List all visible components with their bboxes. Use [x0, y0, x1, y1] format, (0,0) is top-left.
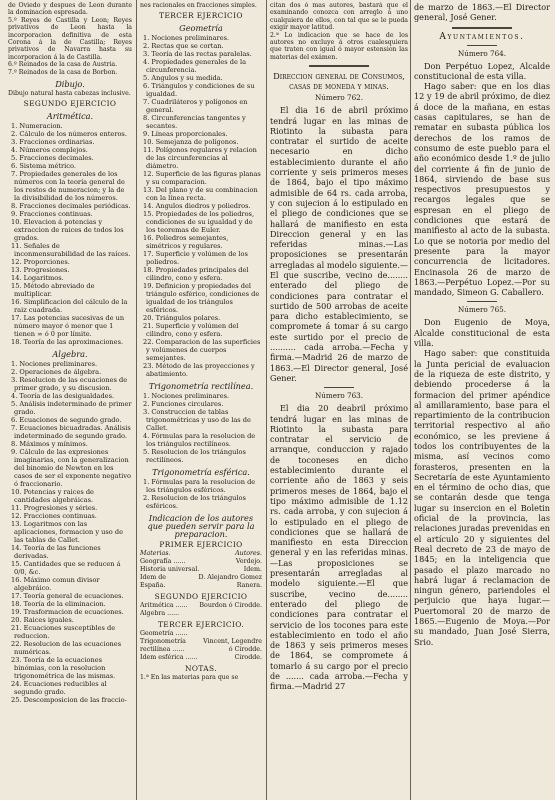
section-title-trigonometria: Trigonometría rectilínea.: [148, 381, 254, 392]
list-item: 16. Simplificacion del cálculo de la raiz cuadrada.: [11, 298, 128, 315]
section-head-ejercicio-3: TERCER EJERCICIO: [159, 11, 243, 21]
section-title-algebra: Algebra.: [52, 349, 88, 360]
autor-cell: Cirodde.: [234, 654, 262, 662]
section-title-esferica: Trigonometría esférica.: [152, 467, 250, 478]
list-item: 1. Nociones preliminares.: [11, 360, 98, 369]
esferica-list: [140, 478, 262, 510]
list-item: 11. Polígonos regulares y relacion de las circunferencias al diámetro.: [143, 146, 257, 171]
anuncio-number: Número 762.: [314, 93, 364, 103]
materia-cell: Idem esférica ......: [140, 654, 198, 662]
section-head-ejercicio-2: SEGUNDO EJERCICIO: [23, 99, 117, 109]
list-item: 25. Descomposicion de las fraccio-: [11, 696, 127, 705]
section-title-dibujo: Dibujo.: [55, 79, 85, 90]
list-item: 5. Fracciones decimales.: [11, 154, 94, 163]
list-item: 6.º Reinados de la casa de Austria.: [8, 61, 118, 69]
section-divider: [467, 301, 497, 302]
list-item: 18. Teoría de la eliminacion.: [11, 600, 106, 609]
table-row: [140, 558, 262, 566]
segundo-ejercicio-table: [140, 602, 262, 618]
list-item: 15. Propiedades de los poliedros, condiciones de su igualdad y de los teoremas de Euler.: [143, 210, 255, 235]
autor-cell: Vincent, Legendre ó Cirodde.: [203, 638, 262, 654]
list-item: 16. Máximo comun divisor algebráico.: [11, 576, 100, 593]
list-item: 7. Cuadriláteros y polígonos en general.: [143, 98, 248, 115]
table-header: [140, 550, 262, 558]
list-item: 3. Construccion de tablas trigonométricas y uso de las de Callet.: [143, 408, 251, 433]
table-row: [140, 602, 262, 610]
list-item: 19. Trasformacion de ecuaciones.: [11, 608, 124, 617]
table-row: [140, 638, 262, 654]
anuncio-number: Número 764.: [457, 48, 507, 58]
materia-cell: Aritmética ......: [140, 602, 188, 610]
section-divider: [309, 65, 369, 67]
list-item: 3. Fracciones ordinarias.: [11, 138, 95, 147]
list-item: 6. Sistema métrico.: [11, 162, 76, 171]
alcalde-heading: Don Perpétuo Lopez, Alcalde constitucional de esta villa.: [414, 60, 550, 81]
table-row: [140, 566, 262, 574]
anuncio-number: Número 763.: [314, 391, 364, 401]
list-item: 1. Fórmulas para la resolucion de los triángulos esféricos.: [143, 478, 256, 495]
section-divider: [324, 387, 354, 388]
list-item: 13. Logaritmos con las aplicaciones, formacion y uso de las tablas de Callet.: [11, 520, 123, 545]
list-item: 23. Teoría de la ecuaciones binómias, con la resolucion trigonométrica de las mismas.: [11, 656, 116, 681]
list-item: 19. Definicion y propiedades del triángulo esférico, condiciones de igualdad de los triángulos esféricos.: [143, 282, 260, 315]
list-item: 21. Superficie y volúmen del cilindro, cono y esfera.: [143, 322, 239, 339]
list-item: 11. Progresiones y séries.: [11, 504, 98, 513]
list-item: 10. Elevacion á potencias y extraccion de raices de todos los grados.: [11, 218, 124, 243]
aritmetica-list: [8, 122, 132, 346]
autores-label: Autores.: [235, 550, 262, 558]
materias-label: Materias.: [140, 550, 171, 558]
list-item: 14. Teoría de las funciones derivadas.: [11, 544, 101, 561]
list-item: 7. Propiedades generales de los números con la teoría general de los restos de numeracion; y la de la divisibilidad de los números.: [11, 170, 125, 203]
autor-cell: Idem.: [243, 566, 262, 574]
table-row: [140, 654, 262, 662]
list-item: 21. Ecuaciones susceptibles de reduccion.: [11, 624, 116, 641]
list-item: 6. Triángulos y condiciones de su igualdad.: [143, 82, 255, 99]
list-item: 1. Nociones preliminares.: [143, 392, 230, 401]
list-item: 4. Teoría de las desigualdades.: [11, 392, 115, 401]
list-item: 20. Raices iguales.: [11, 616, 74, 625]
list-item: 9. Fracciones continuas.: [11, 210, 93, 219]
table-row: [140, 630, 262, 638]
column-4: [414, 2, 550, 800]
dibujo-text: Dibujo natural hasta cabezas inclusive.: [8, 90, 131, 98]
list-item: 22. Comparacion de las superficies y volúmenes de cuerpos semejantes.: [143, 338, 261, 363]
list-item: 12. Superficie de las figuras planas y su comparacion.: [143, 170, 261, 187]
geometria-list: [140, 34, 262, 378]
notas-head: NOTAS.: [185, 664, 217, 674]
list-item: 7. Ecuaciones bicuadradas. Análisis indeterminado de segundo grado.: [11, 424, 131, 441]
list-item: 2. Resolucion de los triángulos esféricos.: [143, 494, 246, 511]
list-item: 2. Rectas que se cortan.: [143, 42, 224, 51]
section-title-aritmetica: Aritmética.: [46, 111, 94, 122]
list-item: 7.º Reinados de la casa de Borbon.: [8, 68, 118, 76]
list-item: de Oviedo y despues de Leon durante la dominacion espresada.: [8, 2, 132, 17]
column-1: [8, 2, 132, 800]
materia-cell: Idem de España.: [140, 574, 166, 590]
anuncio-text: El dia 16 de abril próximo tendrá lugar en las minas de Riotinto la subasta para contratar el surtido de aceite necesario en dicho establecimiento durante el año corriente y seis primeros meses de 1864, bajo el tipo máximo admisible de 64 rs. cada arroba, y con sujecion á lo estipulado en el pliego de condiciones que se hallará de manifiesto en esta Direccion general y en las referidas minas.—Las proposiciones se presentarán arregladas al modelo siguiente.—El que suscribe, vecino de........ enterado del pliego de condiciones para contratar el surtido de 500 arrobas de aceite para dicho establecimiento, se compromete á tomar á su cargo este surtido por el precio de .......... cada arroba.—Fecha y firma.—Madrid 26 de marzo de 1863.—El Director general, José Gener.: [270, 105, 408, 383]
list-item: 5.º Reyes de Castilla y Leon; Reyes privativos de Leon hasta la incorporacion definitiva de esta Corona á la de Castilla; Reyes privativos de Navarra hasta su incorporacion á la de Castilla.: [8, 16, 132, 61]
list-item: 4. Fórmulas para la resolucion de los triángulos rectilíneos.: [143, 432, 256, 449]
carry-text: citan dos ó mas autores, bastará que el examinando conozca con arreglo á uno cualquiera de ellos, con tal que se le pueda exigir mayor latitud.: [270, 2, 408, 32]
list-item: 4. Propiedades generales de la circunferencia.: [143, 58, 247, 75]
list-item: 14. Logaritmos.: [11, 274, 64, 283]
list-item: 5. Resolucion de los triángulos rectilíneos.: [143, 448, 246, 465]
carry-text: de marzo de 1863.—El Director general, José Gener.: [414, 2, 550, 23]
list-item: 10. Semejanza de polígonos.: [143, 138, 239, 147]
carry-text: 2.ª Lo indicacion que se hace de los autores no excluye á otros cualesquiera que traten con igual ó mayor estension las materias del exámen.: [270, 31, 408, 61]
list-item: 5. Angulos y su medida.: [143, 74, 223, 83]
list-item: 8. Máximos y mínimos.: [11, 440, 88, 449]
list-item: 9. Cálculo de las expresiones imaginarias, con la generalizacion del binomio de Newton en los casos de ser el exponente negativo ó fraccionario.: [11, 448, 131, 489]
list-item: 18. Teoría de las aproximaciones.: [11, 338, 124, 347]
autor-cell: Bourdon ó Cirodde.: [199, 602, 262, 610]
list-item: 6. Ecuaciones de segundo grado.: [11, 416, 122, 425]
list-item: 14. Angulos diedros y poliedros.: [143, 202, 251, 211]
column-rule: [410, 0, 411, 800]
materia-cell: Trigonometría rectilínea ......: [140, 638, 186, 654]
section-head-segundo-ejercicio: SEGUNDO EJERCICIO: [154, 592, 248, 602]
algebra-list: [8, 360, 132, 704]
primer-ejercicio-table: [140, 558, 262, 590]
list-item: 16. Poliedros semejantes, simétricos y regulares.: [143, 234, 229, 251]
nota-1: 1.ª En las materias para que se: [140, 674, 239, 682]
list-item: 1. Nociones preliminares.: [143, 34, 230, 43]
section-divider: [467, 45, 497, 46]
list-item: 12. Fracciones continuas.: [11, 512, 97, 521]
list-item: 10. Potencias y raices de cantidades algebráicas.: [11, 488, 94, 505]
list-item: 18. Propiedades principales del cilindro, cono y esfera.: [143, 266, 249, 283]
anuncio-number: Número 765.: [457, 305, 507, 315]
list-item: 9. Líneas proporcionales.: [143, 130, 228, 139]
list-item: 17. Teoría general de ecuaciones.: [11, 592, 124, 601]
list-item: 8. Fracciones decimales periódicas.: [11, 202, 131, 211]
list-item: 2. Funciones circulares.: [143, 400, 224, 409]
list-item: 20. Triángulos polares.: [143, 314, 221, 323]
table-row: [140, 574, 262, 590]
column-rule: [266, 0, 267, 800]
trigonometria-list: [140, 392, 262, 464]
list-item: 2. Operaciones de álgebra.: [11, 368, 102, 377]
list-item: 15. Cantidades que se reducen á 0/0, &c.: [11, 560, 121, 577]
materia-cell: Geografía ......: [140, 558, 186, 566]
tercer-ejercicio-table: [140, 630, 262, 662]
ayuntamientos-head: Ayuntamientos.: [439, 31, 525, 42]
carry-text: nes racionales en fracciones simples.: [140, 2, 257, 9]
direccion-head: Direccion general de Consumos, casas de moneda y minas.: [273, 71, 405, 92]
alcalde-heading: Don Eugenio de Moya, Alcalde constitucional de esta villa.: [414, 317, 550, 349]
column-2: [140, 2, 262, 800]
list-item: 4. Números complejos.: [11, 146, 88, 155]
autor-cell: Verdejo.: [235, 558, 262, 566]
anuncio-text: Hago saber: que constituida la Junta pericial de evaluacion de la riqueza de este distrito, y debiendo procederse á la formacion del primer apéndice al amillaramiento, base para el repartimiento de la contribucion territorial respectivo al año económico, se les previene á todos los contribuyentes de la misma, así vecinos como forasteros, presenten en la Secretaría de este Ayuntamiento en el término de ocho dias, que se contarán desde que tenga lugar su insercion en el Boletin oficial de la provincia, las relaciones juradas prevenidas en el artículo 20 y siguientes del Real decreto de 23 de mayo de 1845; en la inteligencia que pasado el plazo marcado no habrá lugar á reclamacion de ningun género, pariendoles el perjuicio que haya lugar.—Puertomoral 20 de marzo de 1865.—Eugenio de Moya.—Por su mandado, Juan José Sierra, Srio.: [414, 348, 550, 647]
list-item: 17. Superficie y volúmen de los poliedros.: [143, 250, 248, 267]
list-item: 22. Resolucion de las ecuaciones numéricas.: [11, 640, 122, 657]
column-3: [270, 2, 408, 800]
anuncio-text: Hago saber: que en los dias 12 y 19 de abril próximo, de diez á doce de la mañana, en estas casas capitulares, se han de rematar en subasta pública los derechos de los ramos de consumo de este pueblo para el año económico desde 1.º de julio del corriente á fin de junio de 1864, sirviendo de base sus respectivos presupuestos y recargos legales que se espresan en el pliego de condiciones que estará de manifiesto al acto de la subasta. Lo que se notoria por medio del presente para la mayor concurrencia de licitadores. Encinasola 26 de marzo de 1863.—Perpétuo Lopez.—Por su mandado, Simeon G. Caballero.: [414, 81, 550, 298]
list-item: 13. Del plano y de su combinacion con la línea recta.: [143, 186, 258, 203]
autor-cell: D. Alejandro Gomez Ranera.: [198, 574, 262, 590]
list-item: 3. Teoría de las rectas paralelas.: [143, 50, 252, 59]
intro-list: [8, 2, 132, 76]
anuncio-text: El dia 20 deabril próximo tendrá lugar en las minas de Riotinto la subasta para contratar el servicio de arranque, conduccion y rajado de toconeses en dicho establecimiento durante el corriente año de 1863 y seis primeros meses de 1864, bajo el tipo máximo admisible de 1.12 rs. cada arroba, y con sujecion á lo estipulado en el pliego de condiciones que se hallará de manifiesto en esta Direccion general y en las referidas minas.—Las proposiciones se presentarán arregladas al modelo siguiente.—El que suscribe, vecino de........ enterado del pliego de condiciones para contratar el servicio de los tocones para este establecimiento en todo el año de 1863 y seis primeros meses de 1864, se compromete á tomarlo á su cargo por el precio de ....... cada arroba.—Fecha y firma.—Madrid 27: [270, 403, 408, 692]
list-item: 1. Numeracion.: [11, 122, 63, 131]
section-title-geometria: Geometría: [179, 23, 223, 34]
list-item: 15. Método abreviado de multiplicar.: [11, 282, 95, 299]
materia-cell: Historia universal.: [140, 566, 200, 574]
list-item: 24. Ecuaciones reducibles al segundo grado.: [11, 680, 107, 697]
list-item: 23. Método de las proyecciones y abatimiento.: [143, 362, 255, 379]
list-item: 17. Las potencias sucesivas de un número mayor ó menor que 1 tienen ∞ ó 0 por límite.: [11, 314, 125, 339]
list-item: 12. Proporciones.: [11, 258, 70, 267]
list-item: 5. Análisis indeterminado de primer grado.: [11, 400, 132, 417]
list-item: 8. Circunferencias tangentes y secantes.: [143, 114, 246, 131]
list-item: 3. Resolucion de las ecuaciones de primer grado, y su discusion.: [11, 376, 128, 393]
section-head-tercer-ejercicio: TERCER EJERCICIO.: [157, 620, 245, 630]
section-divider: [452, 27, 512, 29]
materia-cell: Algebra ......: [140, 610, 180, 618]
section-head-primer-ejercicio: PRIMER EJERCICIO: [159, 540, 243, 550]
materia-cell: Geometría ......: [140, 630, 188, 638]
column-rule: [136, 0, 137, 800]
list-item: 2. Cálculo de los números enteros.: [11, 130, 127, 139]
list-item: 13. Progresiones.: [11, 266, 70, 275]
table-row: [140, 610, 262, 618]
indicacion-autores: Indicacion de los autores que pueden servir para la preparacion.: [147, 513, 255, 540]
list-item: 11. Señales de inconmensurabilidad de las raíces.: [11, 242, 131, 259]
